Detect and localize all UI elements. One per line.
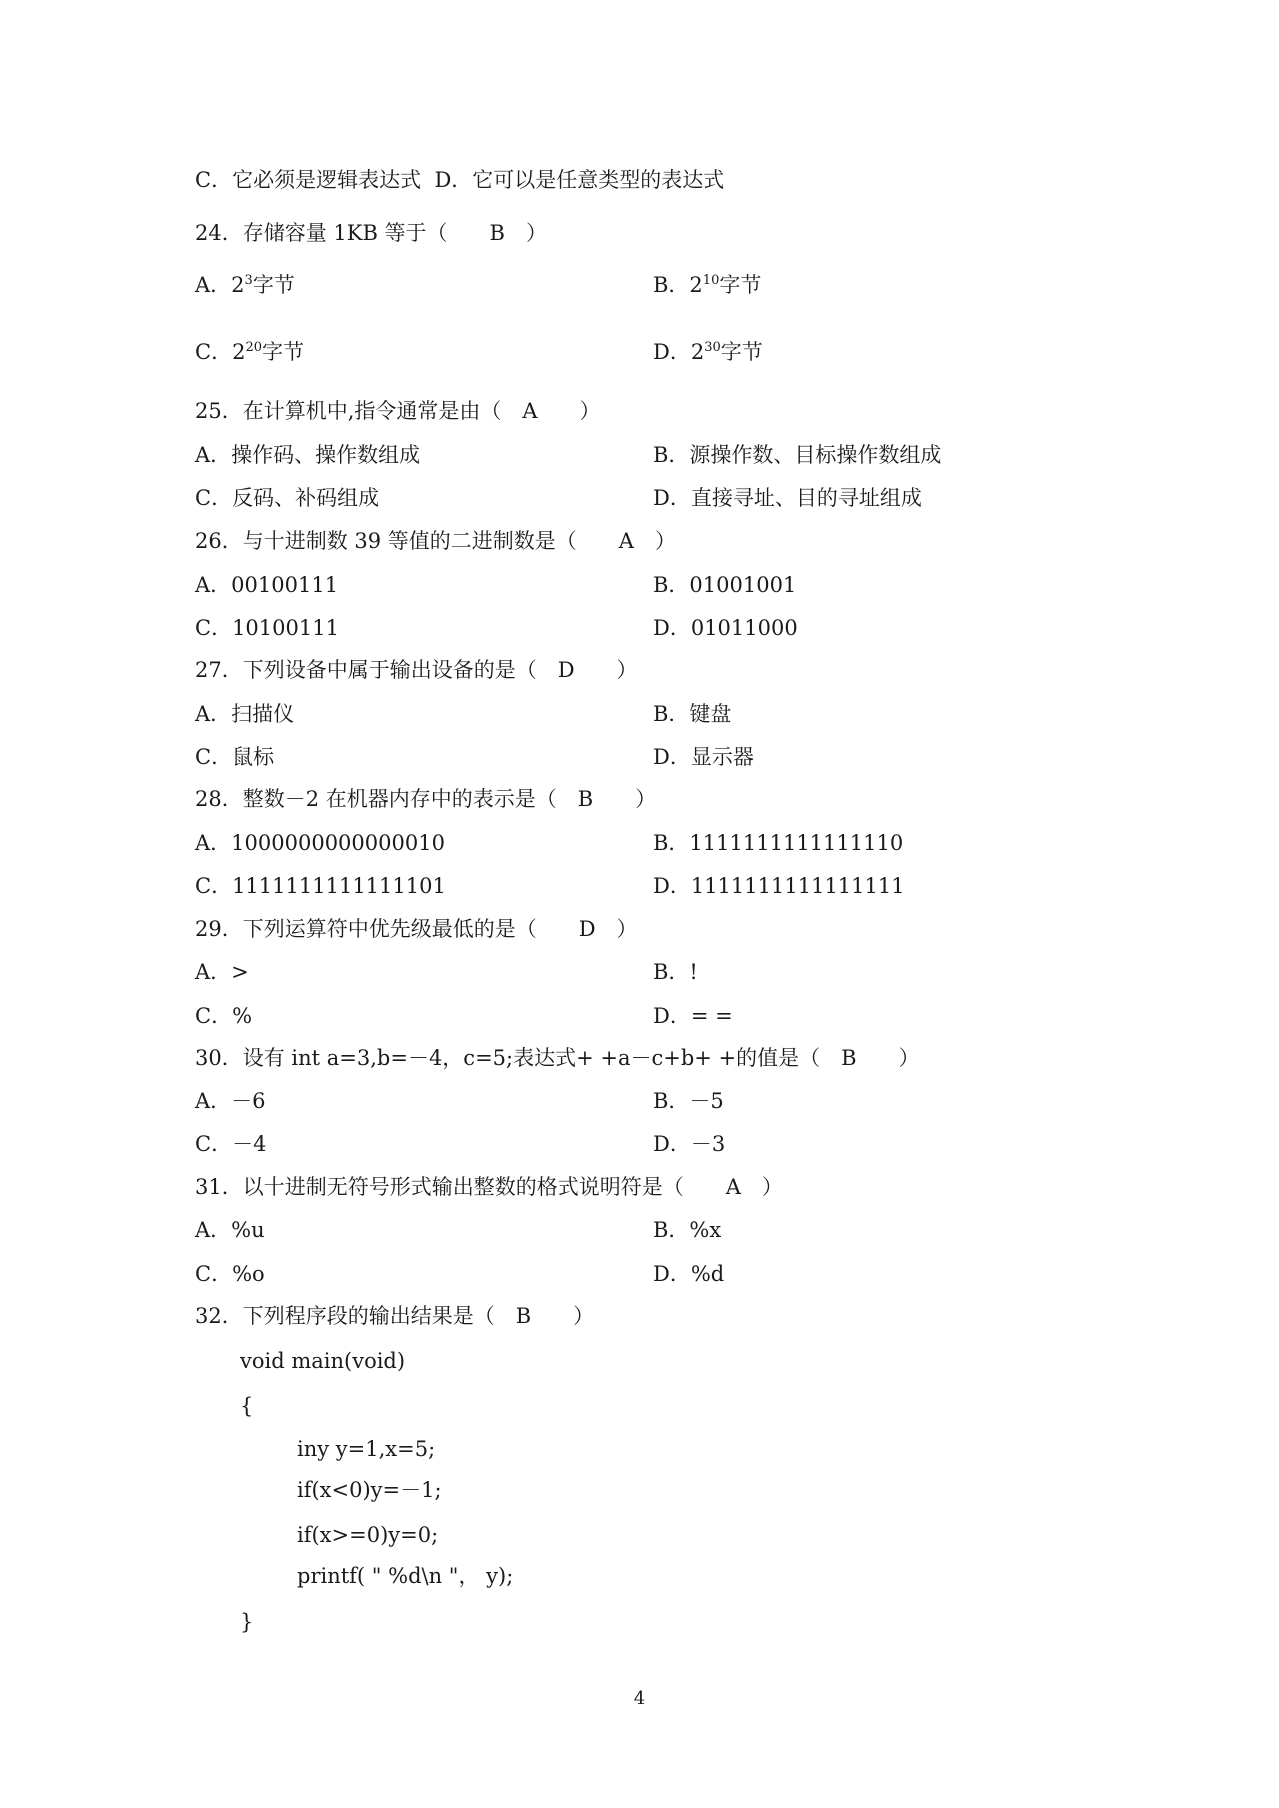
code-line: iny y=1,x=5;	[297, 1437, 436, 1461]
question-28-option-d: D．1111111111111111	[653, 874, 905, 898]
question-29-option-d: D．= =	[653, 1004, 733, 1028]
question-27-option-d: D．显示器	[653, 745, 754, 769]
code-line: {	[240, 1394, 254, 1418]
question-29-stem: 29．下列运算符中优先级最低的是（ D ）	[195, 917, 638, 941]
page-number: 4	[633, 1688, 646, 1709]
code-line: void main(void)	[240, 1349, 406, 1373]
question-25-option-a: A．操作码、操作数组成	[195, 443, 421, 467]
question-30-stem: 30．设有 int a=3,b=－4，c=5;表达式+ +a－c+b+ +的值是（ B ）	[195, 1046, 920, 1070]
question-24-option-a: A．$2^3$字节	[195, 273, 295, 297]
question-26-stem: 26．与十进制数 39 等值的二进制数是（ A ）	[195, 529, 676, 553]
question-31-stem: 31．以十进制无符号形式输出整数的格式说明符是（ A ）	[195, 1175, 783, 1199]
question-27-option-a: A．扫描仪	[195, 702, 295, 726]
question-24-option-d: D．$2^{30}$字节	[653, 340, 763, 364]
code-line: if(x>=0)y=0;	[297, 1523, 439, 1547]
question-28-option-a: A．1000000000000010	[195, 831, 445, 855]
question-26-option-d: D．01011000	[653, 616, 798, 640]
question-26-option-a: A．00100111	[195, 573, 339, 597]
option-c: C．它必须是逻辑表达式	[195, 168, 422, 192]
question-31-option-b: B．%x	[653, 1218, 722, 1242]
question-25-option-b: B．源操作数、目标操作数组成	[653, 443, 942, 467]
question-31-option-c: C．%o	[195, 1262, 265, 1286]
question-30-option-a: A．－6	[195, 1089, 266, 1113]
question-29-option-a: A．>	[195, 960, 249, 984]
question-28-option-c: C．1111111111111101	[195, 874, 446, 898]
question-31-option-d: D．%d	[653, 1262, 725, 1286]
question-26-option-c: C．10100111	[195, 616, 339, 640]
question-28-stem: 28．整数－2 在机器内存中的表示是（ B ）	[195, 787, 657, 811]
code-line: if(x<0)y=－1;	[297, 1478, 442, 1502]
question-29-option-b: B．!	[653, 960, 698, 984]
question-31-option-a: A．%u	[195, 1218, 265, 1242]
question-30-option-d: D．－3	[653, 1132, 726, 1156]
question-25-option-d: D．直接寻址、目的寻址组成	[653, 486, 922, 510]
question-27-stem: 27．下列设备中属于输出设备的是（ D ）	[195, 658, 638, 682]
question-30-option-b: B．－5	[653, 1089, 724, 1113]
question-25-stem: 25．在计算机中,指令通常是由（ A ）	[195, 399, 601, 423]
code-line: printf( " %d\n "， y);	[297, 1564, 514, 1588]
question-25-option-c: C．反码、补码组成	[195, 486, 380, 510]
question-24-stem: 24．存储容量 1KB 等于（ B ）	[195, 221, 547, 245]
option-d: D．它可以是任意类型的表达式	[434, 168, 725, 192]
question-32-stem: 32．下列程序段的输出结果是（ B ）	[195, 1304, 595, 1328]
question-28-option-b: B．1111111111111110	[653, 831, 904, 855]
question-29-option-c: C．%	[195, 1004, 253, 1028]
question-26-option-b: B．01001001	[653, 573, 797, 597]
code-line: }	[240, 1610, 254, 1634]
q23-continuation	[195, 167, 724, 193]
question-27-option-b: B．键盘	[653, 702, 732, 726]
question-24-option-c: C．$2^{20}$字节	[195, 340, 304, 364]
question-30-option-c: C．－4	[195, 1132, 267, 1156]
question-27-option-c: C．鼠标	[195, 745, 275, 769]
question-24-option-b: B．$2^{10}$字节	[653, 273, 762, 297]
